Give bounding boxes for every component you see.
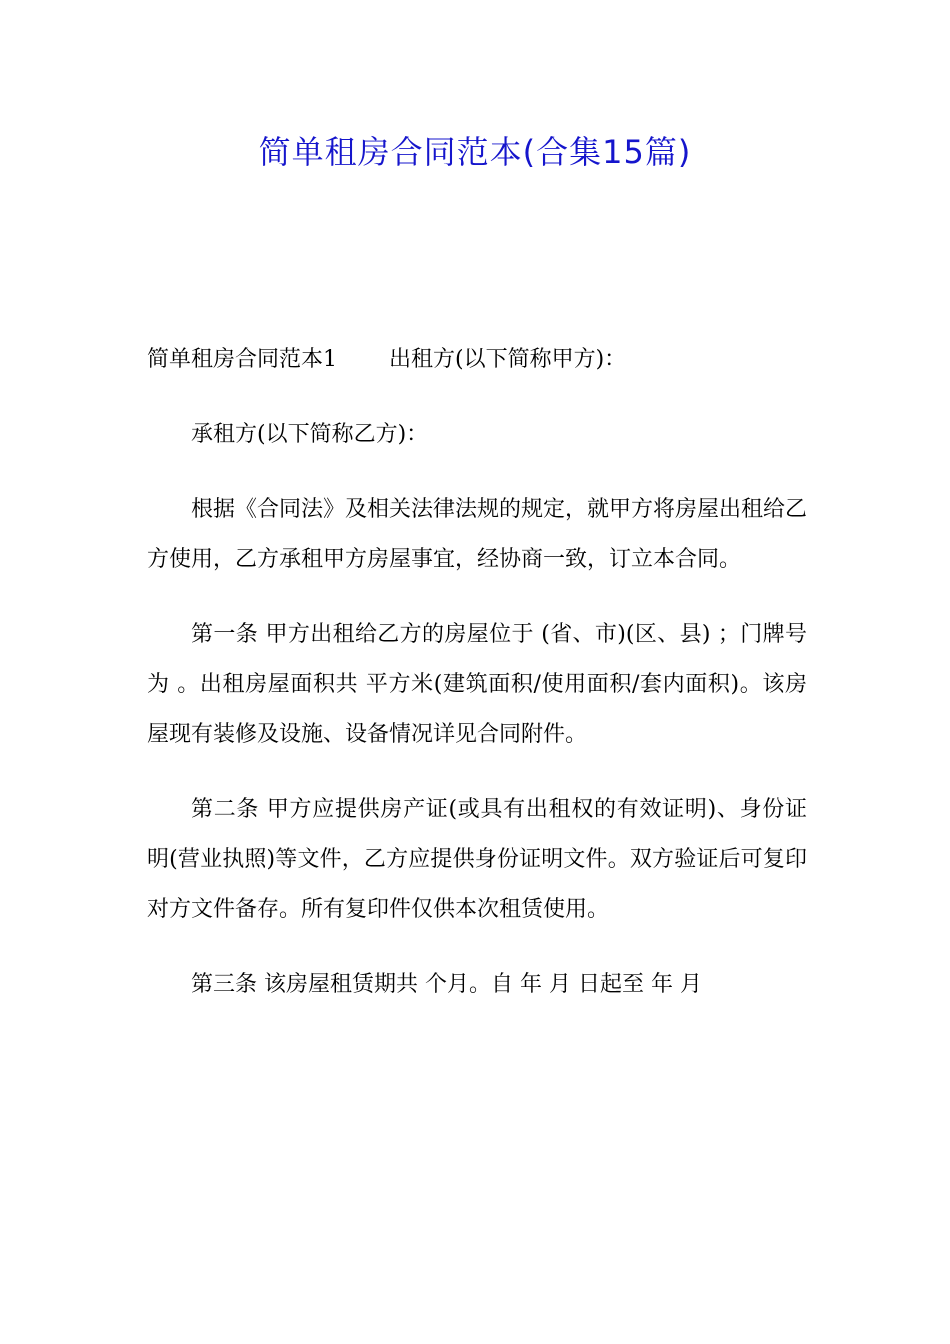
paragraph-article-3: 第三条 该房屋租赁期共 个月。自 年 月 日起至 年 月 (191, 972, 702, 997)
paragraph-preamble: 根据《合同法》及相关法律法规的规定，就甲方将房屋出租给乙方使用，乙方承租甲方房屋事宜，经协商一致，订立本合同。 (147, 497, 808, 572)
paragraph-heading-line (147, 335, 807, 385)
lessee-label: 承租方(以下简称乙方)： (191, 422, 429, 447)
section-heading: 简单租房合同范本1 (147, 347, 337, 372)
document-body (147, 335, 807, 1035)
paragraph-article-2: 第二条 甲方应提供房产证(或具有出租权的有效证明)、身份证明(营业执照)等文件，乙方应提供身份证明文件。双方验证后可复印对方文件备存。所有复印件仅供本次租赁使用。 (147, 797, 807, 922)
lessor-label: 出租方(以下简称甲方)： (389, 347, 627, 372)
paragraph-article-1: 第一条 甲方出租给乙方的房屋位于 (省、市)(区、县) ；门牌号为 。出租房屋面积共 平方米(建筑面积/使用面积/套内面积)。该房屋现有装修及设施、设备情况详见合同附件。 (147, 622, 807, 747)
document-title: 简单租房合同范本(合集15篇) (258, 133, 692, 171)
